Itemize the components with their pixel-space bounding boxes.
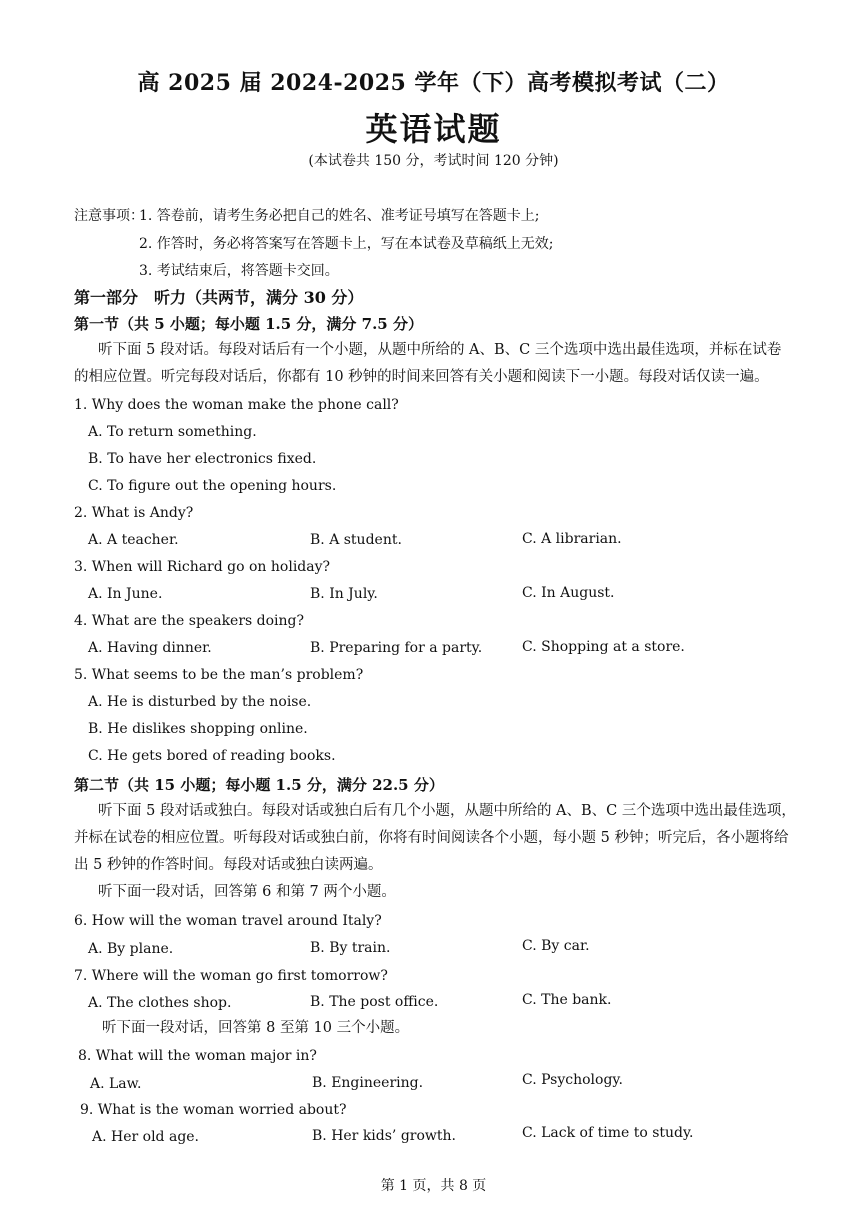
section2-heading: 第二节（共 15 小题；每小题 1.5 分，满分 22.5 分） xyxy=(74,776,444,794)
section2-instruction-line1: 听下面 5 段对话或独白。每段对话或独白后有几个小题，从题中所给的 A、B、C 三个选项中选出最佳选项， xyxy=(98,803,796,819)
question-4: 4. What are the speakers doing? xyxy=(74,613,305,629)
question-5: 5. What seems to be the man’s problem? xyxy=(74,667,364,683)
q3-option-b: B. In July. xyxy=(310,586,378,602)
q8-option-c: C. Psychology. xyxy=(522,1072,623,1088)
q1-option-a: A. To return something. xyxy=(88,424,257,440)
subject-title: 英语试题 xyxy=(365,110,502,148)
exam-info: (本试卷共 150 分，考试时间 120 分钟) xyxy=(308,153,559,169)
q6-option-b: B. By train. xyxy=(310,940,391,956)
question-9: 9. What is the woman worried about? xyxy=(80,1102,347,1118)
q7-option-c: C. The bank. xyxy=(522,992,612,1008)
question-8: 8. What will the woman major in? xyxy=(78,1048,317,1064)
q4-option-a: A. Having dinner. xyxy=(88,640,212,656)
section2-subinstruction-2: 听下面一段对话，回答第 8 至第 10 三个小题。 xyxy=(102,1020,410,1036)
section1-heading: 第一节（共 5 小题；每小题 1.5 分，满分 7.5 分） xyxy=(74,315,423,333)
question-3: 3. When will Richard go on holiday? xyxy=(74,559,331,575)
q5-option-c: C. He gets bored of reading books. xyxy=(88,748,336,764)
q3-option-c: C. In August. xyxy=(522,585,615,601)
q2-option-b: B. A student. xyxy=(310,532,402,548)
q2-option-c: C. A librarian. xyxy=(522,531,622,547)
q2-option-a: A. A teacher. xyxy=(88,532,179,548)
q4-option-b: B. Preparing for a party. xyxy=(310,640,483,656)
page-number: 第 1 页，共 8 页 xyxy=(380,1178,487,1194)
q7-option-a: A. The clothes shop. xyxy=(88,995,232,1011)
q9-option-a: A. Her old age. xyxy=(92,1129,200,1145)
q9-option-c: C. Lack of time to study. xyxy=(522,1125,694,1141)
q4-option-c: C. Shopping at a store. xyxy=(522,639,685,655)
question-7: 7. Where will the woman go first tomorrow? xyxy=(74,968,388,984)
q7-option-b: B. The post office. xyxy=(310,994,439,1010)
part1-heading: 第一部分 听力（共两节，满分 30 分） xyxy=(74,288,364,307)
q3-option-a: A. In June. xyxy=(88,586,163,602)
section2-subinstruction-1: 听下面一段对话，回答第 6 和第 7 两个小题。 xyxy=(98,884,396,900)
q1-option-b: B. To have her electronics fixed. xyxy=(88,451,317,467)
q6-option-c: C. By car. xyxy=(522,938,590,954)
q5-option-a: A. He is disturbed by the noise. xyxy=(88,694,312,710)
exam-title: 高 2025 届 2024-2025 学年（下）高考模拟考试（二） xyxy=(137,70,730,96)
question-2: 2. What is Andy? xyxy=(74,505,194,521)
note-item-2: 2. 作答时，务必将答案写在答题卡上，写在本试卷及草稿纸上无效; xyxy=(139,236,554,252)
section1-instruction-line1: 听下面 5 段对话。每段对话后有一个小题，从题中所给的 A、B、C 三个选项中选出最佳选项，并标在试卷 xyxy=(98,342,782,358)
section2-instruction-line2: 并标在试卷的相应位置。听每段对话或独白前，你将有时间阅读各个小题，每小题 5 秒钟；听完后，各小题将给 xyxy=(74,830,789,846)
section2-instruction-line3: 出 5 秒钟的作答时间。每段对话或独白读两遍。 xyxy=(74,857,383,873)
q1-option-c: C. To figure out the opening hours. xyxy=(88,478,337,494)
q9-option-b: B. Her kids’ growth. xyxy=(312,1128,456,1144)
q8-option-b: B. Engineering. xyxy=(312,1075,424,1091)
section1-instruction-line2: 的相应位置。听完每段对话后，你都有 10 秒钟的时间来回答有关小题和阅读下一小题。每段对话仅读一遍。 xyxy=(74,369,769,385)
q6-option-a: A. By plane. xyxy=(88,941,174,957)
question-1: 1. Why does the woman make the phone call? xyxy=(74,397,399,413)
q5-option-b: B. He dislikes shopping online. xyxy=(88,721,308,737)
note-item-3: 3. 考试结束后，将答题卡交回。 xyxy=(139,263,339,279)
q8-option-a: A. Law. xyxy=(90,1076,142,1092)
notes-label: 注意事项： xyxy=(74,208,144,224)
question-6: 6. How will the woman travel around Italy? xyxy=(74,913,382,929)
note-item-1: 1. 答卷前，请考生务必把自己的姓名、准考证号填写在答题卡上; xyxy=(139,208,540,224)
